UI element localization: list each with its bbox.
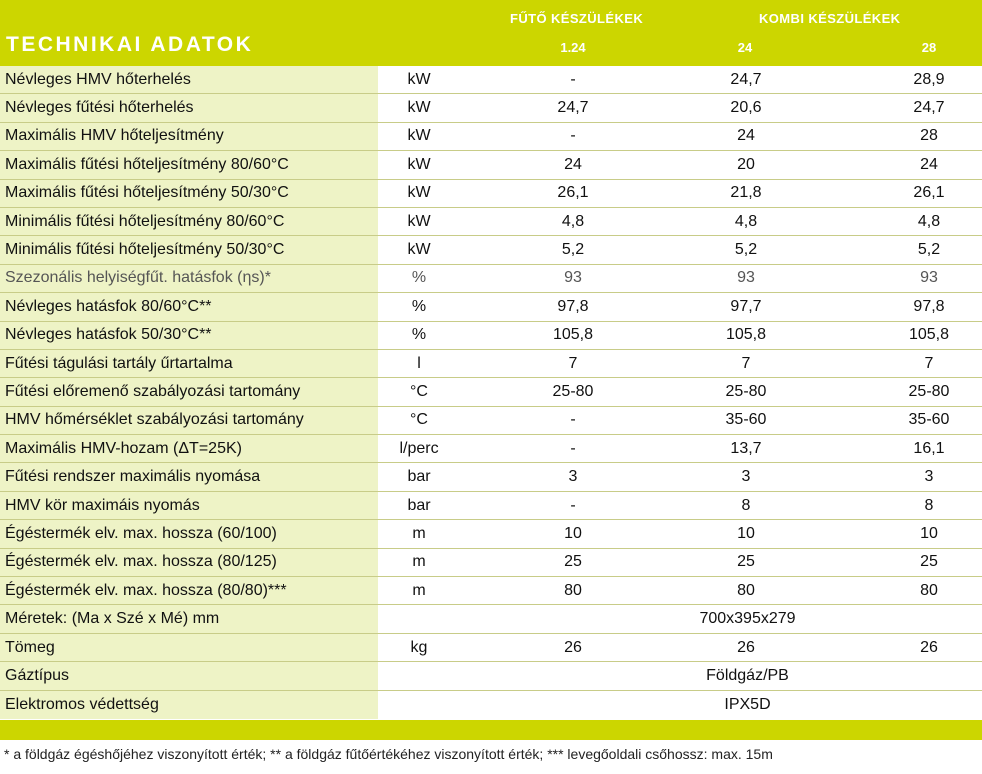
row-value-1-24: - bbox=[570, 496, 576, 514]
row-value-1-24: 26,1 bbox=[557, 184, 589, 202]
footnote: * a földgáz égéshőjéhez viszonyított érték; ** a földgáz fűtőértékéhez viszonyított érték; *** levegőoldali csőhossz: max. 15m bbox=[4, 746, 773, 762]
row-label: HMV hőmérséklet szabályozási tartomány bbox=[0, 407, 378, 434]
row-unit: kW bbox=[407, 155, 431, 173]
row-value-28: 8 bbox=[924, 496, 934, 514]
spec-table bbox=[0, 66, 982, 719]
row-value-1-24: 10 bbox=[564, 524, 582, 542]
row-value-28: 10 bbox=[920, 524, 938, 542]
row-unit: kW bbox=[407, 70, 431, 88]
row-value-28: 16,1 bbox=[913, 439, 945, 457]
table-row bbox=[0, 577, 982, 605]
table-header bbox=[0, 0, 982, 66]
table-row bbox=[0, 151, 982, 179]
table-row bbox=[0, 463, 982, 491]
row-unit: kW bbox=[407, 184, 431, 202]
table-row bbox=[0, 691, 982, 719]
row-value-28: 35-60 bbox=[908, 411, 950, 429]
row-unit bbox=[378, 691, 460, 719]
row-value-24: 24,7 bbox=[730, 70, 762, 88]
row-label: Szezonális helyiségfűt. hatásfok (ηs)* bbox=[0, 265, 378, 292]
row-value-28: 93 bbox=[920, 269, 938, 287]
row-value-1-24: 80 bbox=[564, 581, 582, 599]
row-value-1-24: - bbox=[570, 411, 576, 429]
row-value-all-models: IPX5D bbox=[724, 695, 771, 713]
row-value-24: 25 bbox=[737, 553, 755, 571]
table-row bbox=[0, 180, 982, 208]
row-label: Névleges HMV hőterhelés bbox=[0, 66, 378, 93]
table-row bbox=[0, 66, 982, 94]
row-value-1-24: 97,8 bbox=[557, 297, 589, 315]
row-value-24: 21,8 bbox=[730, 184, 762, 202]
row-label: Névleges hatásfok 50/30°C** bbox=[0, 322, 378, 349]
row-label: Minimális fűtési hőteljesítmény 50/30°C bbox=[0, 236, 378, 263]
row-value-24: 4,8 bbox=[734, 212, 758, 230]
row-label: Maximális HMV-hozam (ΔT=25K) bbox=[0, 435, 378, 462]
row-label: Minimális fűtési hőteljesítmény 80/60°C bbox=[0, 208, 378, 235]
row-label: Égéstermék elv. max. hossza (60/100) bbox=[0, 520, 378, 547]
row-value-28: 4,8 bbox=[917, 212, 941, 230]
row-value-24: 7 bbox=[741, 354, 751, 372]
row-value-1-24: - bbox=[570, 439, 576, 457]
row-value-28: 3 bbox=[924, 468, 934, 486]
row-value-24: 24 bbox=[737, 127, 755, 145]
row-unit: kW bbox=[407, 241, 431, 259]
row-value-24: 26 bbox=[737, 638, 755, 656]
table-row bbox=[0, 549, 982, 577]
row-value-24: 20 bbox=[737, 155, 755, 173]
row-value-1-24: 25 bbox=[564, 553, 582, 571]
table-row bbox=[0, 293, 982, 321]
row-label: HMV kör maximáis nyomás bbox=[0, 492, 378, 519]
row-value-24: 20,6 bbox=[730, 99, 762, 117]
table-row bbox=[0, 236, 982, 264]
row-label: Maximális fűtési hőteljesítmény 80/60°C bbox=[0, 151, 378, 178]
row-label: Maximális fűtési hőteljesítmény 50/30°C bbox=[0, 180, 378, 207]
row-value-1-24: 5,2 bbox=[561, 241, 585, 259]
row-value-1-24: - bbox=[570, 70, 576, 88]
model-header-1-24: 1.24 bbox=[560, 40, 586, 55]
row-label: Égéstermék elv. max. hossza (80/125) bbox=[0, 549, 378, 576]
row-value-24: 13,7 bbox=[730, 439, 762, 457]
row-value-24: 5,2 bbox=[734, 241, 758, 259]
row-value-28: 28,9 bbox=[913, 70, 945, 88]
row-value-1-24: 105,8 bbox=[552, 326, 594, 344]
row-value-24: 3 bbox=[741, 468, 751, 486]
row-value-24: 10 bbox=[737, 524, 755, 542]
group-label-kombi: KOMBI KÉSZÜLÉKEK bbox=[759, 11, 901, 26]
row-unit: bar bbox=[407, 468, 431, 486]
table-row bbox=[0, 322, 982, 350]
row-unit: l bbox=[417, 354, 421, 372]
row-value-28: 80 bbox=[920, 581, 938, 599]
row-value-24: 105,8 bbox=[725, 326, 767, 344]
row-label: Maximális HMV hőteljesítmény bbox=[0, 123, 378, 150]
row-unit: kW bbox=[407, 127, 431, 145]
row-label: Elektromos védettség bbox=[0, 691, 378, 719]
row-value-28: 26,1 bbox=[913, 184, 945, 202]
row-value-1-24: - bbox=[570, 127, 576, 145]
row-value-1-24: 3 bbox=[568, 468, 578, 486]
row-value-24: 35-60 bbox=[725, 411, 767, 429]
row-label: Névleges fűtési hőterhelés bbox=[0, 94, 378, 121]
row-unit: kW bbox=[407, 99, 431, 117]
row-unit bbox=[378, 662, 460, 689]
row-unit: % bbox=[411, 269, 427, 287]
row-unit: m bbox=[412, 524, 426, 542]
table-row bbox=[0, 350, 982, 378]
row-label: Tömeg bbox=[0, 634, 378, 661]
row-unit: kg bbox=[410, 638, 428, 656]
row-label: Méretek: (Ma x Szé x Mé) mm bbox=[0, 605, 378, 632]
table-row bbox=[0, 662, 982, 690]
row-unit: kW bbox=[407, 212, 431, 230]
table-row bbox=[0, 435, 982, 463]
group-label-futo: FŰTŐ KÉSZÜLÉKEK bbox=[510, 11, 644, 26]
row-value-24: 97,7 bbox=[730, 297, 762, 315]
row-value-28: 25-80 bbox=[908, 382, 950, 400]
row-unit: % bbox=[411, 297, 427, 315]
row-value-1-24: 25-80 bbox=[552, 382, 594, 400]
row-value-28: 5,2 bbox=[917, 241, 941, 259]
row-value-24: 93 bbox=[737, 269, 755, 287]
row-value-28: 24 bbox=[920, 155, 938, 173]
row-value-1-24: 24 bbox=[564, 155, 582, 173]
row-value-28: 105,8 bbox=[908, 326, 950, 344]
footer-band bbox=[0, 720, 982, 740]
page-title: TECHNIKAI ADATOK bbox=[6, 33, 254, 56]
row-value-24: 80 bbox=[737, 581, 755, 599]
model-header-28: 28 bbox=[921, 40, 937, 55]
row-label: Gáztípus bbox=[0, 662, 378, 689]
table-row bbox=[0, 634, 982, 662]
row-value-1-24: 7 bbox=[568, 354, 578, 372]
row-value-28: 97,8 bbox=[913, 297, 945, 315]
model-header-24: 24 bbox=[737, 40, 753, 55]
row-value-1-24: 93 bbox=[564, 269, 582, 287]
table-row bbox=[0, 407, 982, 435]
row-value-28: 7 bbox=[924, 354, 934, 372]
row-label: Égéstermék elv. max. hossza (80/80)*** bbox=[0, 577, 378, 604]
table-row bbox=[0, 378, 982, 406]
row-value-all-models: 700x395x279 bbox=[699, 610, 796, 628]
row-value-28: 24,7 bbox=[913, 99, 945, 117]
table-row bbox=[0, 265, 982, 293]
row-label: Fűtési tágulási tartály űrtartalma bbox=[0, 350, 378, 377]
row-unit: m bbox=[412, 553, 426, 571]
table-row bbox=[0, 208, 982, 236]
row-unit: bar bbox=[407, 496, 431, 514]
row-label: Névleges hatásfok 80/60°C** bbox=[0, 293, 378, 320]
table-row bbox=[0, 123, 982, 151]
row-unit: °C bbox=[410, 382, 428, 400]
row-value-1-24: 26 bbox=[564, 638, 582, 656]
table-row bbox=[0, 520, 982, 548]
row-label: Fűtési előremenő szabályozási tartomány bbox=[0, 378, 378, 405]
table-row bbox=[0, 94, 982, 122]
row-value-24: 25-80 bbox=[725, 382, 767, 400]
row-unit: % bbox=[411, 326, 427, 344]
row-value-28: 25 bbox=[920, 553, 938, 571]
row-value-28: 26 bbox=[920, 638, 938, 656]
table-row bbox=[0, 492, 982, 520]
row-value-all-models: Földgáz/PB bbox=[706, 666, 789, 684]
row-value-28: 28 bbox=[920, 127, 938, 145]
row-unit: l/perc bbox=[399, 439, 439, 457]
row-unit: m bbox=[412, 581, 426, 599]
table-row bbox=[0, 605, 982, 633]
row-unit: °C bbox=[410, 411, 428, 429]
row-value-1-24: 24,7 bbox=[557, 99, 589, 117]
row-unit bbox=[378, 605, 460, 632]
row-value-1-24: 4,8 bbox=[561, 212, 585, 230]
row-value-24: 8 bbox=[741, 496, 751, 514]
row-label: Fűtési rendszer maximális nyomása bbox=[0, 463, 378, 490]
